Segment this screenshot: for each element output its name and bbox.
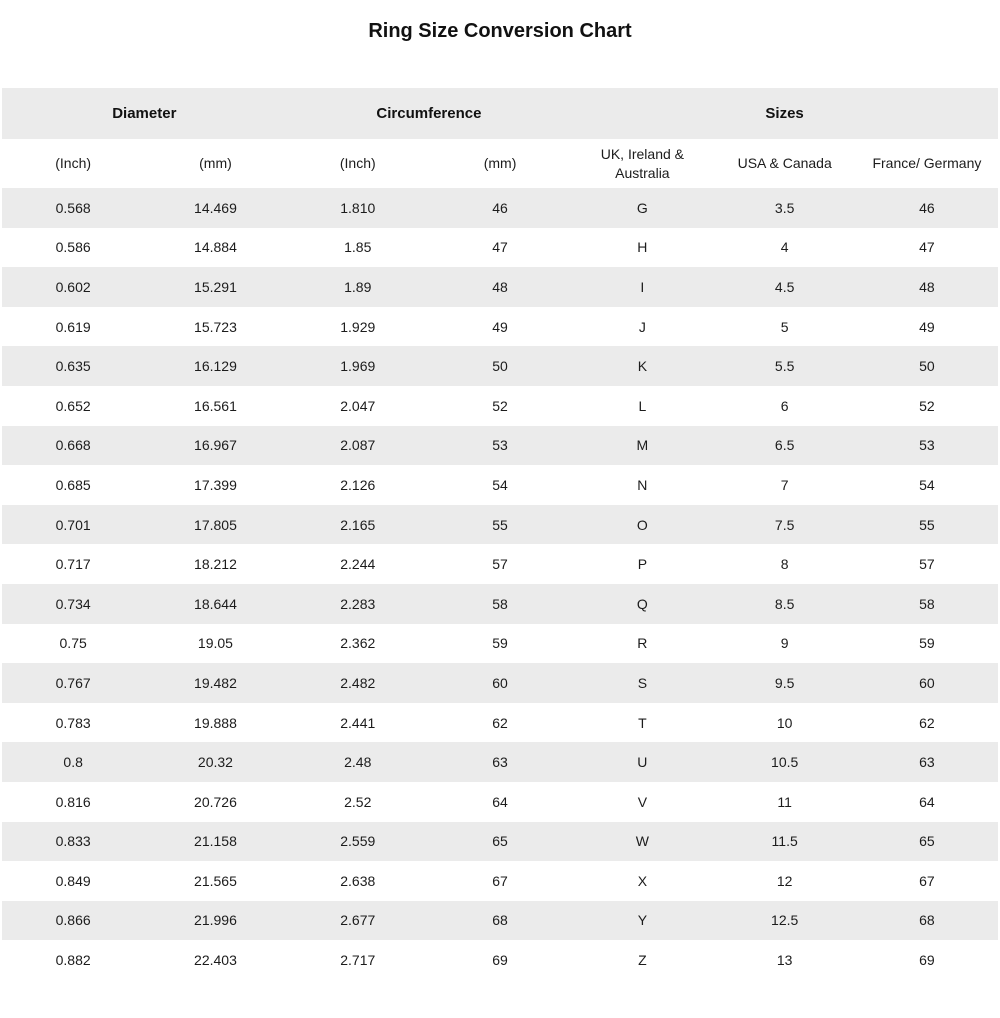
table-row [2, 228, 998, 268]
table-cell: 54 [919, 476, 935, 493]
table-cell: 19.482 [194, 674, 237, 691]
table-row [2, 940, 998, 980]
table-cell: 18.644 [194, 595, 237, 612]
table-cell: M [636, 437, 649, 454]
table-cell: 1.929 [340, 318, 376, 335]
table-cell: 0.652 [55, 397, 91, 414]
table-row [2, 307, 998, 347]
table-row [2, 267, 998, 307]
table-row [2, 584, 998, 624]
table-cell: 69 [492, 952, 508, 969]
table-cell: 14.469 [194, 199, 237, 216]
table-cell: 53 [492, 437, 508, 454]
table-cell: 2.165 [340, 516, 376, 533]
table-cell: 3.5 [774, 199, 795, 216]
table-cell: 19.888 [194, 714, 237, 731]
table-cell: 0.701 [55, 516, 91, 533]
table-cell: 2.126 [340, 476, 376, 493]
table-cell: 0.833 [55, 833, 91, 850]
table-cell: 10.5 [771, 754, 799, 771]
table-cell: 21.565 [194, 872, 237, 889]
table-cell: 67 [919, 872, 935, 889]
table-cell: J [638, 318, 646, 335]
group-header-diameter: Diameter [2, 88, 287, 139]
table-cell: 48 [492, 278, 508, 295]
table-cell: 1.810 [340, 199, 376, 216]
table-cell: 10 [776, 714, 793, 731]
page-title: Ring Size Conversion Chart [368, 20, 632, 42]
table-cell: 7 [780, 476, 789, 493]
ring-size-conversion-table [2, 88, 998, 980]
table-header [2, 88, 998, 188]
table-cell: 19.05 [197, 635, 233, 652]
table-cell: 0.619 [55, 318, 91, 335]
table-cell: U [637, 754, 648, 771]
table-row [2, 386, 998, 426]
group-header-circumference: Circumference [287, 88, 572, 139]
table-cell: 64 [919, 793, 935, 810]
table-cell: 11 [777, 793, 792, 810]
table-cell: 18.212 [194, 556, 237, 573]
table-cell: 11.5 [771, 833, 798, 850]
table-cell: 58 [492, 595, 508, 612]
table-cell: 47 [492, 239, 508, 256]
table-cell: 2.087 [340, 437, 376, 454]
table-cell: 2.283 [340, 595, 376, 612]
table-cell: 2.717 [340, 952, 376, 969]
table-cell: 0.75 [59, 635, 87, 652]
table-row [2, 901, 998, 941]
table-cell: 13 [776, 952, 793, 969]
table-cell: 0.849 [55, 872, 91, 889]
table-cell: 55 [492, 516, 508, 533]
table-cell: 4 [780, 239, 789, 256]
table-cell: N [637, 476, 648, 493]
table-cell: 46 [919, 199, 935, 216]
table-cell: T [638, 714, 647, 731]
table-row [2, 782, 998, 822]
table-cell: 69 [919, 952, 935, 969]
table-cell: X [637, 872, 648, 889]
table-cell: 9 [780, 635, 789, 652]
table-cell: 0.783 [55, 714, 91, 731]
table-cell: 20.726 [194, 793, 237, 810]
table-cell: 64 [492, 793, 508, 810]
table-cell: 8 [780, 556, 789, 573]
table-cell: 16.967 [194, 437, 237, 454]
table-row [2, 426, 998, 466]
table-cell: 7.5 [774, 516, 795, 533]
table-cell: 5 [780, 318, 789, 335]
table-cell: 2.677 [340, 912, 376, 929]
table-cell: 2.48 [344, 754, 372, 771]
table-cell: 16.129 [194, 358, 237, 375]
table-cell: 59 [492, 635, 508, 652]
table-cell: 0.586 [55, 239, 91, 256]
table-cell: 2.638 [340, 872, 376, 889]
table-cell: 62 [919, 714, 935, 731]
table-cell: Q [636, 595, 648, 612]
table-cell: P [637, 556, 648, 573]
table-row [2, 505, 998, 545]
table-row [2, 465, 998, 505]
column-header-2: (Inch) [287, 139, 429, 188]
table-cell: 60 [919, 674, 935, 691]
table-cell: V [637, 793, 648, 810]
table-cell: R [637, 635, 648, 652]
table-cell: 52 [492, 397, 508, 414]
table-cell: 52 [919, 397, 935, 414]
table-cell: L [638, 397, 647, 414]
table-cell: 67 [492, 872, 508, 889]
group-header-sizes: Sizes [571, 88, 998, 139]
table-cell: 63 [919, 754, 935, 771]
table-cell: 50 [919, 358, 935, 375]
table-cell: 0.866 [55, 912, 91, 929]
table-row [2, 544, 998, 584]
table-cell: Z [638, 952, 647, 969]
table-cell: 49 [492, 318, 508, 335]
table-cell: 2.559 [340, 833, 376, 850]
table-cell: 14.884 [194, 239, 237, 256]
table-cell: 0.602 [55, 278, 91, 295]
table-cell: 2.362 [340, 635, 376, 652]
table-cell: 20.32 [197, 754, 233, 771]
table-cell: 57 [492, 556, 508, 573]
table-cell: 60 [492, 674, 508, 691]
table-group-header-row [2, 88, 998, 139]
table-cell: 15.723 [194, 318, 237, 335]
table-cell: 0.767 [55, 674, 91, 691]
table-cell: 48 [919, 278, 935, 295]
table-cell: 0.8 [63, 754, 83, 771]
table-row [2, 861, 998, 901]
table-cell: 54 [492, 476, 508, 493]
table-cell: 17.805 [194, 516, 237, 533]
table-cell: 6.5 [774, 437, 795, 454]
table-row [2, 742, 998, 782]
table-cell: 59 [919, 635, 935, 652]
table-cell: 2.482 [340, 674, 376, 691]
table-cell: 55 [919, 516, 935, 533]
table-cell: Y [637, 912, 648, 929]
table-cell: 49 [919, 318, 935, 335]
column-header-4: UK, Ireland & Australia [571, 139, 713, 188]
table-cell: 16.561 [194, 397, 237, 414]
table-cell: 57 [919, 556, 935, 573]
table-cell: 68 [919, 912, 935, 929]
table-row [2, 663, 998, 703]
column-header-0: (Inch) [2, 139, 144, 188]
table-cell: W [635, 833, 649, 850]
table-column-header-row [2, 139, 998, 188]
table-row [2, 188, 998, 228]
table-cell: 21.158 [194, 833, 237, 850]
column-header-6: France/ Germany [856, 139, 998, 188]
table-row [2, 346, 998, 386]
table-row [2, 703, 998, 743]
table-cell: H [637, 239, 648, 256]
table-cell: 2.52 [344, 793, 372, 810]
table-cell: 22.403 [194, 952, 237, 969]
table-cell: 9.5 [774, 674, 795, 691]
table-row [2, 822, 998, 862]
table-cell: 1.85 [344, 239, 372, 256]
table-cell: O [636, 516, 648, 533]
table-cell: S [637, 674, 648, 691]
table-cell: 6 [780, 397, 789, 414]
table-cell: 15.291 [194, 278, 237, 295]
table-cell: 0.882 [55, 952, 91, 969]
table-cell: G [636, 199, 648, 216]
table-cell: 17.399 [194, 476, 237, 493]
table-cell: 0.685 [55, 476, 91, 493]
table-cell: 50 [492, 358, 508, 375]
table-cell: 65 [919, 833, 935, 850]
table-cell: 53 [919, 437, 935, 454]
table-cell: 21.996 [194, 912, 237, 929]
table-cell: 0.568 [55, 199, 91, 216]
table-cell: 8.5 [774, 595, 795, 612]
table-cell: 65 [492, 833, 508, 850]
table-cell: 12.5 [771, 912, 799, 929]
table-cell: 2.441 [340, 714, 376, 731]
column-header-3: (mm) [429, 139, 571, 188]
table-cell: 1.969 [340, 358, 376, 375]
table-body [2, 188, 998, 980]
table-cell: 47 [919, 239, 935, 256]
table-cell: 12 [776, 872, 793, 889]
table-cell: I [640, 278, 645, 295]
table-cell: 68 [492, 912, 508, 929]
table-cell: 1.89 [344, 278, 372, 295]
table-cell: 4.5 [774, 278, 795, 295]
table-cell: 2.244 [340, 556, 376, 573]
column-header-5: USA & Canada [714, 139, 856, 188]
table-cell: K [637, 358, 648, 375]
column-header-1: (mm) [144, 139, 286, 188]
table-cell: 5.5 [774, 358, 795, 375]
table-cell: 0.816 [55, 793, 91, 810]
table-cell: 0.717 [55, 556, 91, 573]
table-cell: 2.047 [340, 397, 376, 414]
table-cell: 46 [492, 199, 508, 216]
table-cell: 62 [492, 714, 508, 731]
table-cell: 0.668 [55, 437, 91, 454]
table-cell: 58 [919, 595, 935, 612]
table-cell: 0.635 [55, 358, 91, 375]
table-row [2, 624, 998, 664]
table-cell: 63 [492, 754, 508, 771]
table-cell: 0.734 [55, 595, 91, 612]
